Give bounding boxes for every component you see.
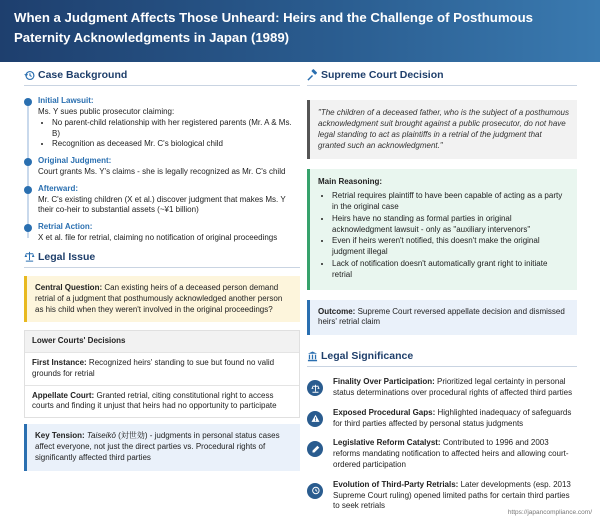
list-item: Evolution of Third-Party Retrials: Later developments (esp. 2013 Supreme Court ruling) opened limited paths for certain third parties to seek retrials bbox=[307, 480, 577, 512]
footer-url: https://japancompliance.com/ bbox=[507, 509, 592, 517]
timeline-dot bbox=[24, 186, 32, 194]
lower-courts-table bbox=[24, 330, 300, 418]
outcome-box: Outcome: Supreme Court reversed appellate decision and dismissed heirs' retrial claim bbox=[307, 300, 577, 336]
case-timeline bbox=[24, 96, 300, 244]
timeline-dot bbox=[24, 98, 32, 106]
page-title: When a Judgment Affects Those Unheard: Heirs and the Challenge of Posthumous Paternity Acknowledgments in Japan (1989) bbox=[14, 10, 534, 46]
timeline-item: Initial Lawsuit: Ms. Y sues public prosecutor claiming: • No parent-child relationship with her registered parents (Mr. A & Ms. B) • Recognition as deceased Mr. C's biological child bbox=[38, 96, 300, 150]
list-item: Finality Over Participation: Prioritized legal certainty in personal status determinations over procedural rights of affected third parties bbox=[307, 377, 577, 399]
list-item: • Lack of notification doesn't automatically grant right to initiate retrial bbox=[332, 259, 569, 281]
decision-quote: "The children of a deceased father, who is the subject of a posthumous acknowledgment suit brought against a public prosecutor, do not have legal standing to act as plaintiffs in a retrial of the judgment that granted such an acknowledgment." bbox=[307, 100, 577, 159]
timeline-dot bbox=[24, 158, 32, 166]
scales-icon bbox=[307, 380, 323, 396]
list-item: • Even if heirs weren't notified, this doesn't make the original judgment illegal bbox=[332, 236, 569, 258]
legal-issue-heading: Legal Issue bbox=[24, 250, 300, 268]
legal-significance-heading: Legal Significance bbox=[307, 349, 577, 367]
timeline-item: Retrial Action: X et al. file for retrial, claiming no notification of original proceedings bbox=[38, 222, 300, 244]
scales-icon bbox=[24, 251, 35, 262]
supreme-court-decision-heading: Supreme Court Decision bbox=[307, 68, 577, 86]
landmark-icon bbox=[307, 351, 318, 362]
gavel-icon bbox=[307, 70, 318, 81]
key-tension-box: Key Tension: Taiseikō (対世効) - judgments in personal status cases affect everyone, not just the direct parties vs. Procedural rights of significantly affected third parties bbox=[24, 424, 300, 470]
history-icon bbox=[307, 483, 323, 499]
main-reasoning-box: Main Reasoning: • Retrial requires plaintiff to have been capable of acting as a party in the original case • Heirs have no standing as formal parties in original acknowledgment lawsuit - only as "auxiliary intervenors" • Even if heirs weren't notified, this doesn't make the original judgment illegal • Lack of notification doesn't automatically grant right to initiate retrial bbox=[307, 169, 577, 289]
timeline-dot bbox=[24, 224, 32, 232]
list-item: • Heirs have no standing as formal parties in original acknowledgment lawsuit - only as "auxiliary intervenors" bbox=[332, 214, 569, 236]
pen-icon bbox=[307, 441, 323, 457]
appellate-court-row: Appellate Court: Granted retrial, citing constitutional right to access courts and finding it unjust that heirs had no opportunity to participate bbox=[25, 385, 299, 418]
reasoning-list bbox=[318, 191, 569, 280]
right-column bbox=[307, 68, 577, 521]
central-question-box: Central Question: Can existing heirs of a deceased person demand retrial of a judgment that posthumously acknowledged another person as his child when they weren't involved in the original proceedings? bbox=[24, 276, 300, 322]
case-background-heading: Case Background bbox=[24, 68, 300, 86]
list-item: Exposed Procedural Gaps: Highlighted inadequacy of safeguards for third parties affected by personal status judgments bbox=[307, 408, 577, 430]
timeline-item: Original Judgment: Court grants Ms. Y's claims - she is legally recognized as Mr. C's child bbox=[38, 156, 300, 178]
timeline-item: Afterward: Mr. C's existing children (X et al.) discover judgment that makes Ms. Y their co-heir to substantial assets (~¥1 billion) bbox=[38, 184, 300, 216]
left-column bbox=[24, 68, 300, 471]
lower-courts-header: Lower Courts' Decisions bbox=[25, 331, 299, 352]
first-instance-row: First Instance: Recognized heirs' standing to sue but found no valid grounds for retrial bbox=[25, 352, 299, 385]
warning-icon bbox=[307, 411, 323, 427]
list-item: Legislative Reform Catalyst: Contributed to 1996 and 2003 reforms mandating notification to affected heirs and allowing court-ordered participation bbox=[307, 438, 577, 470]
list-item: • Retrial requires plaintiff to have been capable of acting as a party in the original case bbox=[332, 191, 569, 213]
history-icon bbox=[24, 70, 35, 81]
significance-list bbox=[307, 377, 577, 512]
page-header bbox=[0, 0, 600, 62]
timeline-bullets: • No parent-child relationship with her registered parents (Mr. A & Ms. B) • Recognition as deceased Mr. C's biological child bbox=[38, 118, 300, 150]
